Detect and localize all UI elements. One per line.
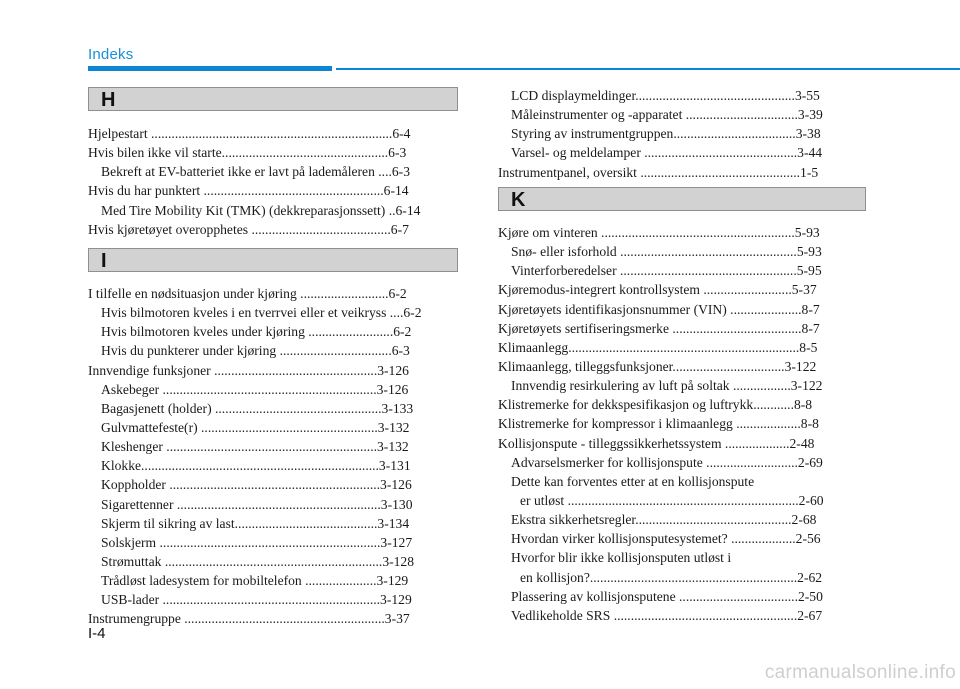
section-k-entries — [498, 223, 866, 625]
index-entry: Bekreft at EV-batteriet ikke er lavt på lademåleren ....6-3 — [101, 164, 410, 180]
index-entry: Kjøre om vinteren .........................................................5-93 — [498, 225, 820, 240]
index-entry: Sigarettenner ............................................................3-130 — [101, 496, 413, 512]
index-entry: Kjøretøyets sertifiseringsmerke ......................................8-7 — [498, 320, 820, 336]
index-entry: Bagasjenett (holder) .................................................3-133 — [101, 400, 414, 416]
index-entry: Instrumentpanel, oversikt ...............................................1-5 — [498, 164, 819, 180]
section-letter: H — [101, 89, 116, 111]
index-entry: Måleinstrumenter og -apparatet .................................3-39 — [511, 107, 823, 123]
index-entry: Hvorfor blir ikke kollisjonsputen utløst i — [511, 550, 732, 566]
index-entry: Askebeger ...............................................................3-126 — [101, 381, 409, 397]
index-entry: Hvis du har punktert .....................................................6-14 — [88, 183, 409, 199]
index-entry: Hvis bilmotoren kveles under kjøring .........................6-2 — [101, 324, 412, 340]
index-entry: Med Tire Mobility Kit (TMK) (dekkreparasjonssett) ..6-14 — [101, 202, 421, 218]
index-entry: Hjelpestart .......................................................................6-4 — [88, 126, 411, 141]
index-entry: I tilfelle en nødsituasjon under kjøring ..........................6-2 — [88, 286, 407, 301]
index-entry: Klistremerke for dekkspesifikasjon og luftrykk............8-8 — [498, 397, 813, 413]
section-h-entries — [88, 124, 458, 239]
index-entry: Vinterforberedelser ....................................................5-95 — [511, 263, 822, 279]
index-entry: en kollisjon?.............................................................2-62 — [520, 569, 823, 585]
index-entry: Trådløst ladesystem for mobiltelefon .....................3-129 — [101, 573, 409, 589]
index-entry: Gulvmattefeste(r) ....................................................3-132 — [101, 419, 410, 435]
index-entry: Instrumengruppe ...........................................................3-37 — [88, 611, 410, 627]
index-entry: Klistremerke for kompressor i klimaanlegg ...................8-8 — [498, 416, 819, 432]
continued-entries — [498, 86, 866, 182]
index-entry: Ekstra sikkerhetsregler..............................................2-68 — [511, 512, 817, 528]
watermark: carmanualsonline.info — [764, 662, 956, 683]
header-rule — [336, 68, 960, 70]
index-entry: Hvis bilmotoren kveles i en tverrvei eller et veikryss ....6-2 — [101, 305, 422, 321]
index-entry: Kjøremodus-integrert kontrollsystem ..........................5-37 — [498, 282, 817, 298]
index-entry: er utløst ....................................................................2-60 — [520, 492, 824, 508]
index-entry: Kjøretøyets identifikasjonsnummer (VIN) .....................8-7 — [498, 301, 820, 317]
index-entry: Advarselsmerker for kollisjonspute ...........................2-69 — [511, 454, 823, 470]
section-i-entries — [88, 284, 458, 629]
index-entry: USB-lader ................................................................3-129 — [101, 592, 412, 608]
index-entry: Koppholder ..............................................................3-126 — [101, 477, 412, 493]
index-entry: Varsel- og meldelamper .............................................3-44 — [511, 145, 823, 161]
index-entry: Solskjerm .................................................................3-127 — [101, 534, 413, 550]
index-entry: Klimaanlegg....................................................................8-5 — [498, 339, 818, 355]
index-entry: Kleshenger ..............................................................3-132 — [101, 439, 409, 455]
index-entry: Hvis du punkterer under kjøring .................................6-3 — [101, 343, 410, 359]
index-entry: LCD displaymeldinger...............................................3-55 — [511, 88, 820, 103]
index-entry: Innvendig resirkulering av luft på soltak .................3-122 — [511, 378, 823, 394]
index-entry: Plassering av kollisjonsputene ...................................2-50 — [511, 588, 823, 604]
index-entry: Strømuttak ................................................................3-128 — [101, 553, 415, 569]
header-bar-accent — [88, 66, 332, 71]
index-entry: Hvis bilen ikke vil starte.................................................6-3 — [88, 145, 407, 161]
index-title: Indeks — [88, 46, 134, 63]
page-number: I-4 — [88, 625, 106, 642]
index-entry: Innvendige funksjoner ................................................3-126 — [88, 362, 409, 378]
index-entry: Dette kan forventes etter at en kollisjonspute — [511, 473, 755, 489]
index-entry: Vedlikeholde SRS ......................................................2-67 — [511, 607, 823, 623]
section-letter: K — [511, 189, 526, 211]
index-entry: Snø- eller isforhold ....................................................5-93 — [511, 244, 822, 260]
section-header-i — [88, 248, 458, 272]
index-entry: Kollisjonspute - tilleggssikkerhetssystem ...................2-48 — [498, 435, 815, 451]
index-entry: Styring av instrumentgruppen....................................3-38 — [511, 126, 821, 142]
index-entry: Hvis kjøretøyet overopphetes .........................................6-7 — [88, 221, 409, 237]
section-header-h — [88, 87, 458, 111]
section-letter: I — [101, 250, 107, 272]
section-header-k — [498, 187, 866, 211]
index-entry: Skjerm til sikring av last..........................................3-134 — [101, 515, 410, 531]
index-entry: Klokke......................................................................3-131 — [101, 458, 411, 474]
index-entry: Klimaanlegg, tilleggsfunksjoner.................................3-122 — [498, 358, 817, 374]
index-entry: Hvordan virker kollisjonsputesystemet? ...................2-56 — [511, 531, 821, 547]
